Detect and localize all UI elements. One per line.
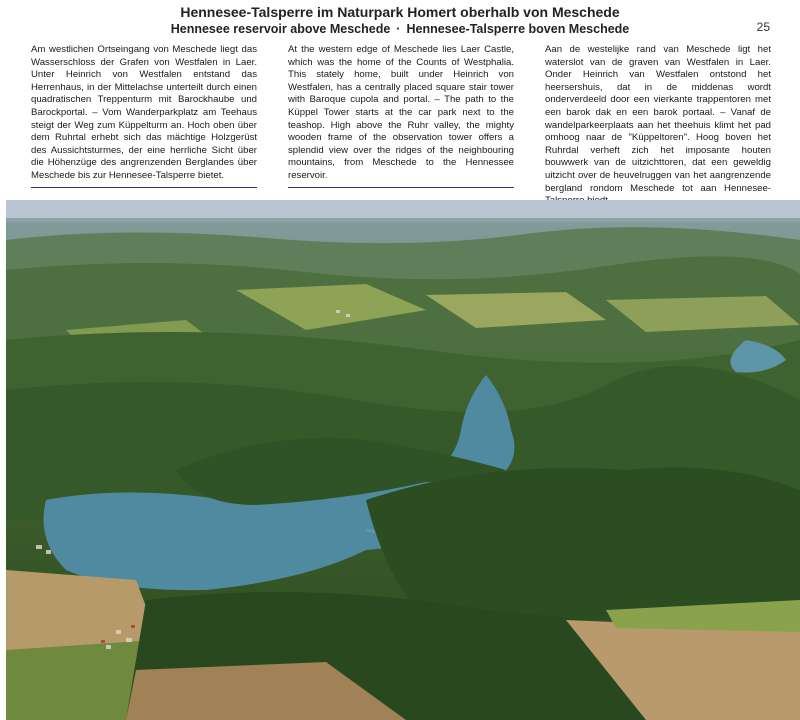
- aerial-photo-hennesee: [6, 200, 800, 720]
- column-german: Am westlichen Ortseingang von Meschede liegt das Wasserschloss der Grafen von Westfalen in Laer. Unter Heinrich von Westfalen entstand das Herrenhaus, in der Mittelachse unterteilt durch einen quadratischen Treppenturm mit Barockhaube und Barockportal. – Vom Wanderparkplatz am Teehaus steigt der Weg zum Küppelturm an. Hoch oben über dem Ruhrtal erhebt sich das mächtige Holzgerüst des Aussichtsturmes, der eine herrliche Sicht über die Höhenzüge des angrenzenden Berglandes über Meschede bis zur Hennesee-Talsperre bietet.: [31, 44, 257, 188]
- landscape-illustration: [6, 200, 800, 720]
- column-dutch: Aan de westelijke rand van Meschede ligt het waterslot van de graven van Westfalen in Laer. Onder Heinrich van Westfalen ontstond het heersershuis, dat in de middenas wordt onderverdeeld door een vierkante trappentoren met een barok dak en een barok portaal. – Vanaf de wandelparkeerplaats aan het theehuis klimt het pad omhoog naar de "Küppeltoren". Hoog boven het Ruhrdal verheft zich het imposante houten bouwwerk van de uitzichttoren, dat een geweldig uitzicht over de heuvelruggen van het aangrenzende bergland rondom Meschede tot aan Hennesee-: [545, 44, 771, 213]
- subtitle-english: Hennesee reservoir above Meschede: [170, 22, 391, 36]
- page-number: 25: [756, 20, 770, 34]
- subtitle-separator: ·: [396, 22, 401, 36]
- page-header: [0, 4, 800, 37]
- subtitle-dutch: Hennesee-Talsperre boven Meschede: [406, 22, 630, 36]
- page-subtitle: [0, 21, 800, 37]
- page-title: Hennesee-Talsperre im Naturpark Homert oberhalb von Meschede: [180, 4, 620, 20]
- column-english: At the western edge of Meschede lies Laer Castle, which was the home of the Counts of Westphalia. This stately home, built under Heinrich von Westfalen, has a centrally placed square stair tower with Baroque cupola and portal. – The path to the Küppel Tower starts at the car park next to the teashop. High above the Ruhr valley, the mighty wooden frame of the observation tower offers a splendid view over the ridges of the neighbouring mountains, from Meschede to the Hennessee reservoir.: [288, 44, 514, 188]
